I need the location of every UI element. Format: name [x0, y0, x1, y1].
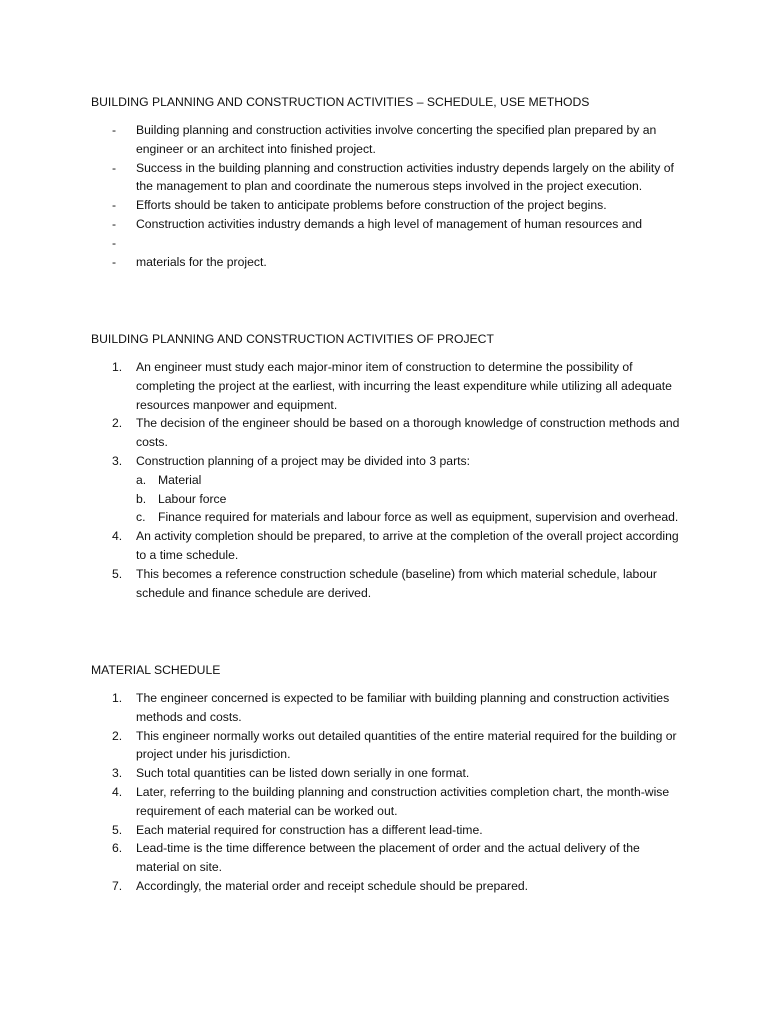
numbered-list-material [0, 689, 768, 896]
list-item-text: Success in the building planning and construction activities industry depends largely on the ability of the management to plan and coordinate the numerous steps involved in the project execution. [136, 160, 674, 194]
list-item [0, 821, 768, 840]
list-marker: 5. [112, 566, 123, 581]
section-heading-activities-of-project: BUILDING PLANNING AND CONSTRUCTION ACTIVITIES OF PROJECT [91, 332, 494, 346]
list-item [0, 414, 768, 452]
list-item-text: Such total quantities can be listed down serially in one format. [136, 766, 470, 781]
list-marker: 1. [112, 691, 123, 705]
list-marker: - [112, 216, 117, 231]
list-item [0, 565, 768, 603]
list-marker: 4. [112, 784, 123, 799]
list-item [0, 215, 768, 234]
section-heading-schedule-use-methods: BUILDING PLANNING AND CONSTRUCTION ACTIVITIES – SCHEDULE, USE METHODS [91, 95, 590, 109]
list-marker: 7. [112, 878, 123, 893]
list-item-text: The engineer concerned is expected to be familiar with building planning and construction activities methods and costs. [136, 691, 670, 724]
list-item-text: Construction planning of a project may be divided into 3 parts: [136, 453, 470, 468]
list-item [0, 196, 768, 215]
list-item-text: An engineer must study each major-minor item of construction to determine the possibility of completing the project at the earliest, with incurring the least expenditure while utilizing all adequate resources manpower and equipment. [136, 360, 672, 412]
list-item-text: Accordingly, the material order and receipt schedule should be prepared. [136, 878, 529, 893]
list-item [0, 764, 768, 783]
list-item [0, 234, 768, 253]
list-marker: - [112, 198, 117, 213]
list-marker: 1. [112, 360, 123, 374]
list-item-text: Efforts should be taken to anticipate problems before construction of the project begins. [136, 198, 607, 213]
list-item [0, 727, 768, 765]
list-item [0, 358, 768, 414]
list-marker: 2. [112, 416, 123, 431]
list-item-text: Later, referring to the building planning and construction activities completion chart, the month-wise requirement of each material can be worked out. [136, 784, 670, 818]
list-item [0, 783, 768, 821]
list-item-text: The decision of the engineer should be based on a thorough knowledge of construction methods and costs. [136, 416, 680, 450]
list-marker: - [112, 254, 117, 269]
bullet-list-planning [0, 121, 768, 271]
list-item [0, 689, 768, 727]
list-item [0, 527, 768, 565]
list-item-text: Each material required for construction has a different lead-time. [136, 822, 483, 837]
sub-list-marker: b. [136, 491, 147, 506]
sub-list-item-text: Labour force [158, 491, 227, 506]
list-item [0, 877, 768, 896]
list-item-text: Building planning and construction activities involve concerting the specified plan prepared by an engineer or an architect into finished project. [136, 123, 657, 156]
list-marker: - [112, 235, 117, 250]
list-marker: 5. [112, 822, 123, 837]
sub-list-item [0, 508, 768, 527]
list-item-text: This engineer normally works out detailed quantities of the entire material required for the building or project under his jurisdiction. [136, 728, 677, 762]
list-item-text: This becomes a reference construction schedule (baseline) from which material schedule, labour schedule and finance schedule are derived. [136, 566, 657, 600]
list-item-text: Lead-time is the time difference between the placement of order and the actual delivery of the material on site. [136, 841, 640, 875]
list-item-text: Construction activities industry demands a high level of management of human resources and [136, 216, 643, 231]
section-heading-material-schedule: MATERIAL SCHEDULE [91, 663, 221, 677]
sub-list-item-text: Material [158, 472, 202, 487]
list-item [0, 159, 768, 197]
list-item [0, 452, 768, 471]
list-item-text: An activity completion should be prepared, to arrive at the completion of the overall project according to a time schedule. [136, 529, 679, 562]
list-marker: - [112, 123, 117, 137]
list-marker: 2. [112, 728, 123, 743]
sub-list-marker: c. [136, 510, 146, 525]
list-item [0, 121, 768, 159]
sub-list-item [0, 490, 768, 509]
list-marker: 3. [112, 453, 123, 468]
list-marker: 3. [112, 766, 123, 781]
list-marker: 4. [112, 529, 123, 544]
numbered-list-project [0, 358, 768, 602]
list-marker: 6. [112, 841, 123, 856]
sub-list-item-text: Finance required for materials and labour force as well as equipment, supervision and overhead. [158, 510, 679, 525]
list-marker: - [112, 160, 117, 175]
sub-list-marker: a. [136, 472, 147, 487]
sub-list-item [0, 471, 768, 490]
list-item [0, 839, 768, 877]
list-item [0, 253, 768, 272]
list-item-text: materials for the project. [136, 254, 267, 269]
